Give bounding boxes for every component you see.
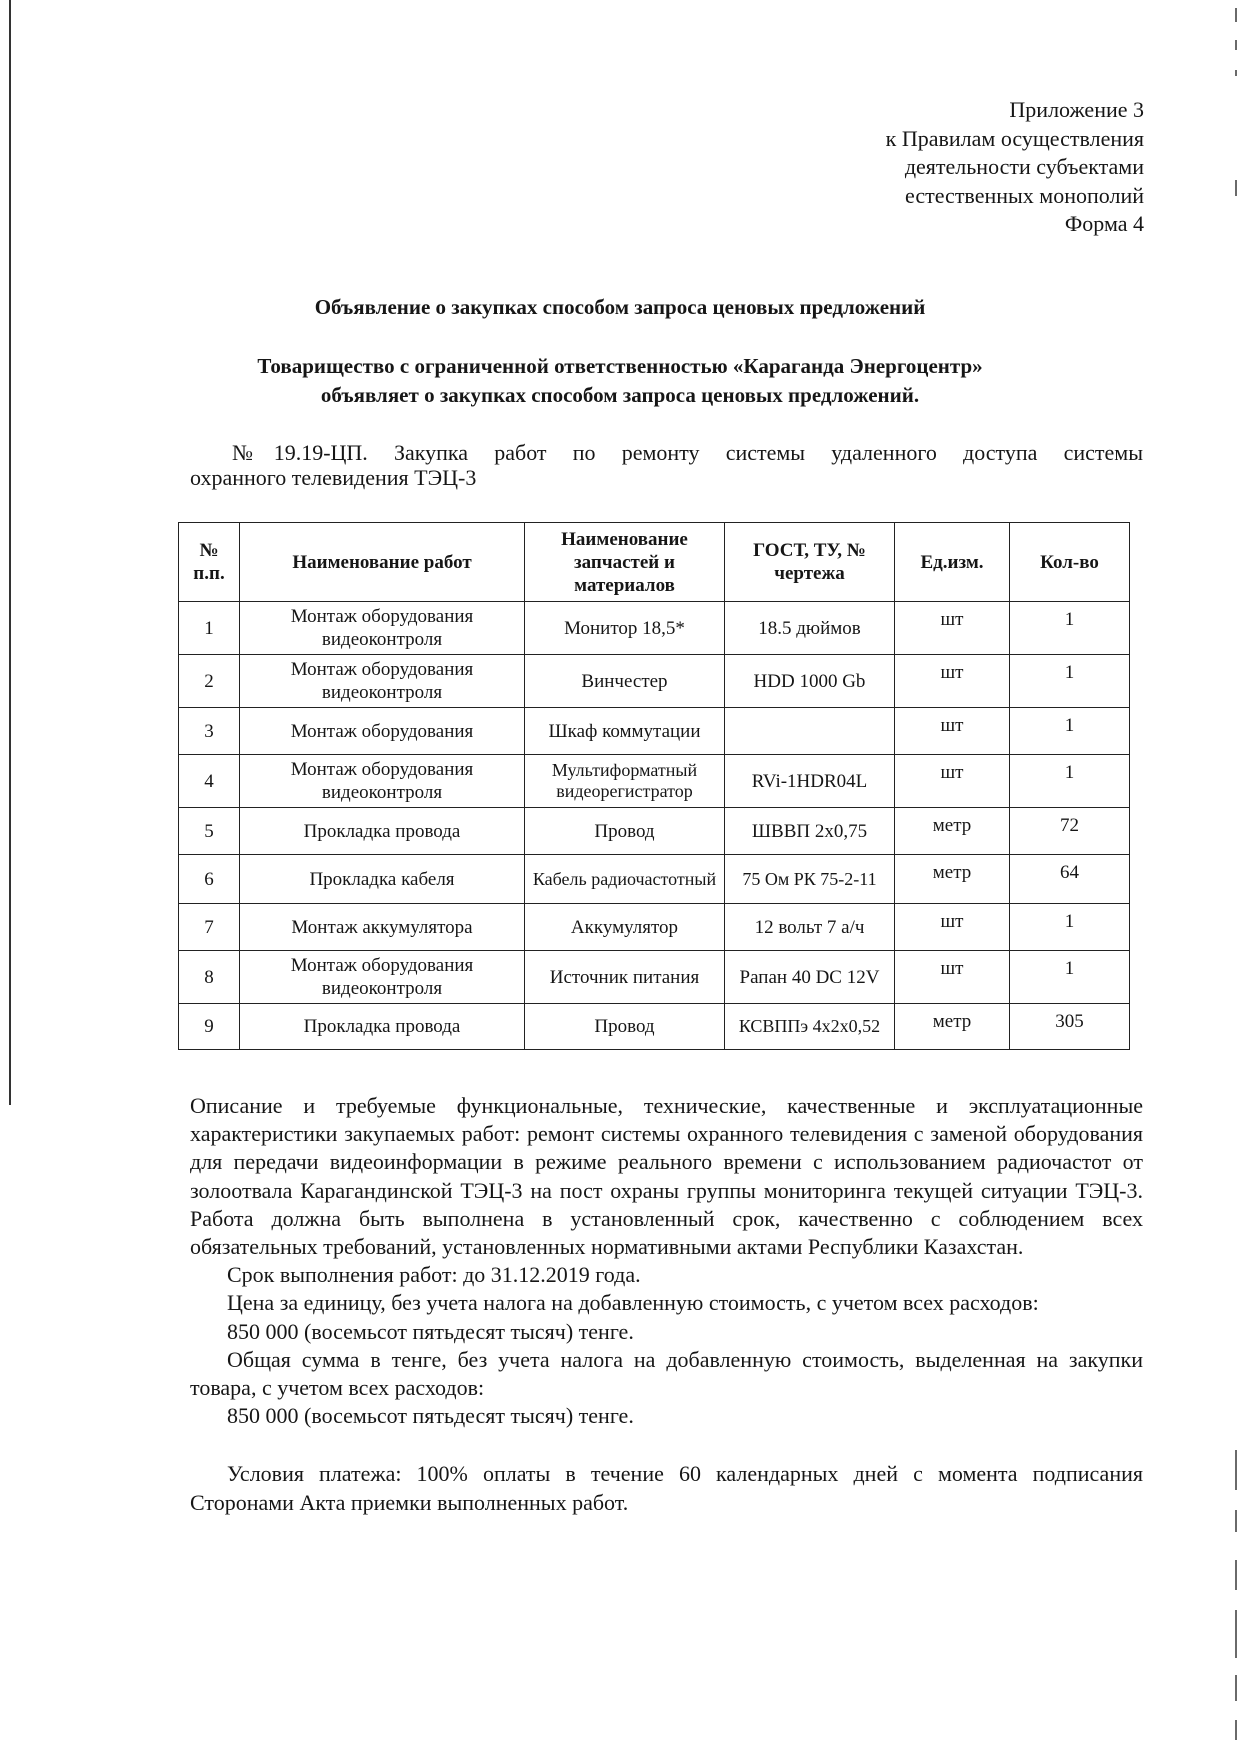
- attachment-reference: [886, 96, 1144, 239]
- column-header-quantity: Кол-во: [1010, 523, 1130, 602]
- cell-gost: ШВВП 2х0,75: [725, 808, 895, 855]
- table-row: [179, 1004, 1130, 1050]
- cell-unit: шт: [895, 602, 1010, 655]
- cell-gost: Рапан 40 DC 12V: [725, 951, 895, 1004]
- cell-quantity: 305: [1010, 1004, 1130, 1050]
- items-table: [178, 522, 1130, 1050]
- table-row: [179, 951, 1130, 1004]
- scan-margin-marks: [1228, 0, 1240, 1754]
- organization-heading: [0, 352, 1240, 410]
- cell-number: 9: [179, 1004, 240, 1050]
- cell-number: 2: [179, 655, 240, 708]
- cell-quantity: 1: [1010, 602, 1130, 655]
- deadline-text: Срок выполнения работ: до 31.12.2019 года.: [227, 1262, 641, 1288]
- cell-work: Монтаж оборудования видеоконтроля: [240, 951, 525, 1004]
- cell-number: 6: [179, 855, 240, 904]
- cell-unit: шт: [895, 755, 1010, 808]
- unit-price-label: Цена за единицу, без учета налога на добавленную стоимость, с учетом всех расходов:: [227, 1290, 1039, 1316]
- cell-parts: Мультиформатный видеорегистратор: [525, 755, 725, 808]
- cell-parts: Аккумулятор: [525, 904, 725, 951]
- cell-parts: Шкаф коммутации: [525, 708, 725, 755]
- cell-quantity: 1: [1010, 755, 1130, 808]
- cell-unit: метр: [895, 1004, 1010, 1050]
- cell-parts: Источник питания: [525, 951, 725, 1004]
- cell-number: 7: [179, 904, 240, 951]
- characteristics-paragraph: Описание и требуемые функциональные, технические, качественные и эксплуатационные характеристики закупаемых работ: ремонт системы охранного телевидения с заменой оборудования для передачи видеоинформации в режиме реального времени с использованием радиочастот от золоотвала Карагандинской ТЭЦ-3 на пост охраны группы мониторинга текущей ситуации ТЭЦ-3. Работа должна быть выполнена в установленный срок, качественно с соблюдением всех обязательных требований, установленных нормативными актами Республики Казахстан.: [190, 1093, 1143, 1260]
- scan-edge-line: [9, 0, 11, 1105]
- table-row: [179, 602, 1130, 655]
- cell-work: Прокладка провода: [240, 808, 525, 855]
- cell-gost: КСВППэ 4х2х0,52: [725, 1004, 895, 1050]
- lot-line: №19.19-ЦП. Закупка работ по ремонту системы удаленного доступа системы: [232, 440, 1143, 465]
- cell-parts: Провод: [525, 808, 725, 855]
- cell-number: 4: [179, 755, 240, 808]
- cell-unit: шт: [895, 951, 1010, 1004]
- cell-parts: Винчестер: [525, 655, 725, 708]
- cell-gost: RVi-1HDR04L: [725, 755, 895, 808]
- cell-work: Монтаж оборудования видеоконтроля: [240, 655, 525, 708]
- attachment-line: Приложение 3: [1009, 97, 1144, 122]
- attachment-line: естественных монополий: [905, 182, 1144, 208]
- cell-parts: Кабель радиочастотный: [525, 855, 725, 904]
- attachment-line: к Правилам осуществления: [885, 125, 1144, 151]
- column-header-number: № п.п.: [179, 523, 240, 602]
- cell-gost: HDD 1000 Gb: [725, 655, 895, 708]
- cell-quantity: 1: [1010, 708, 1130, 755]
- cell-quantity: 1: [1010, 655, 1130, 708]
- procurement-description: [190, 1092, 1143, 1517]
- cell-number: 1: [179, 602, 240, 655]
- table-row: [179, 708, 1130, 755]
- cell-unit: метр: [895, 808, 1010, 855]
- cell-work: Монтаж аккумулятора: [240, 904, 525, 951]
- table-row: [179, 755, 1130, 808]
- cell-gost: 75 Ом РК 75-2-11: [725, 855, 895, 904]
- table-row: [179, 904, 1130, 951]
- organization-line: Товарищество с ограниченной ответственностью «Караганда Энергоцентр»: [257, 354, 983, 378]
- column-header-unit: Ед.изм.: [895, 523, 1010, 602]
- lot-line: охранного телевидения ТЭЦ-3: [190, 465, 477, 490]
- attachment-form-number: Форма 4: [1064, 211, 1144, 236]
- cell-gost: [725, 708, 895, 755]
- cell-unit: метр: [895, 855, 1010, 904]
- payment-terms: Условия платежа: 100% оплаты в течение 60 календарных дней с момента подписания Сторонами Акта приемки выполненных работ.: [190, 1461, 1143, 1515]
- cell-quantity: 1: [1010, 951, 1130, 1004]
- cell-quantity: 64: [1010, 855, 1130, 904]
- cell-work: Монтаж оборудования видеоконтроля: [240, 755, 525, 808]
- total-amount-value: 850 000 (восемьсот пятьдесят тысяч) тенге.: [227, 1403, 634, 1429]
- column-header-parts: Наименование запчастей и материалов: [525, 523, 725, 602]
- cell-work: Монтаж оборудования: [240, 708, 525, 755]
- announcement-title: Объявление о закупках способом запроса ценовых предложений: [314, 295, 926, 319]
- cell-gost: 12 вольт 7 а/ч: [725, 904, 895, 951]
- organization-line: объявляет о закупках способом запроса ценовых предложений.: [320, 383, 920, 407]
- cell-unit: шт: [895, 904, 1010, 951]
- cell-unit: шт: [895, 708, 1010, 755]
- unit-price-value: 850 000 (восемьсот пятьдесят тысяч) тенге.: [227, 1318, 634, 1344]
- cell-number: 3: [179, 708, 240, 755]
- table-row: [179, 655, 1130, 708]
- cell-quantity: 72: [1010, 808, 1130, 855]
- cell-work: Монтаж оборудования видеоконтроля: [240, 602, 525, 655]
- table-row: [179, 855, 1130, 904]
- cell-parts: Провод: [525, 1004, 725, 1050]
- cell-number: 5: [179, 808, 240, 855]
- cell-parts: Монитор 18,5*: [525, 602, 725, 655]
- total-amount-label: Общая сумма в тенге, без учета налога на добавленную стоимость, выделенная на закупки товара, с учетом всех расходов:: [190, 1346, 1143, 1401]
- column-header-work: Наименование работ: [240, 523, 525, 602]
- lot-description: [190, 440, 1143, 490]
- cell-unit: шт: [895, 655, 1010, 708]
- table-row: [179, 808, 1130, 855]
- cell-work: Прокладка провода: [240, 1004, 525, 1050]
- attachment-line: деятельности субъектами: [904, 154, 1144, 179]
- column-header-gost: ГОСТ, ТУ, № чертежа: [725, 523, 895, 602]
- cell-gost: 18.5 дюймов: [725, 602, 895, 655]
- cell-work: Прокладка кабеля: [240, 855, 525, 904]
- cell-quantity: 1: [1010, 904, 1130, 951]
- table-header-row: [179, 523, 1130, 602]
- cell-number: 8: [179, 951, 240, 1004]
